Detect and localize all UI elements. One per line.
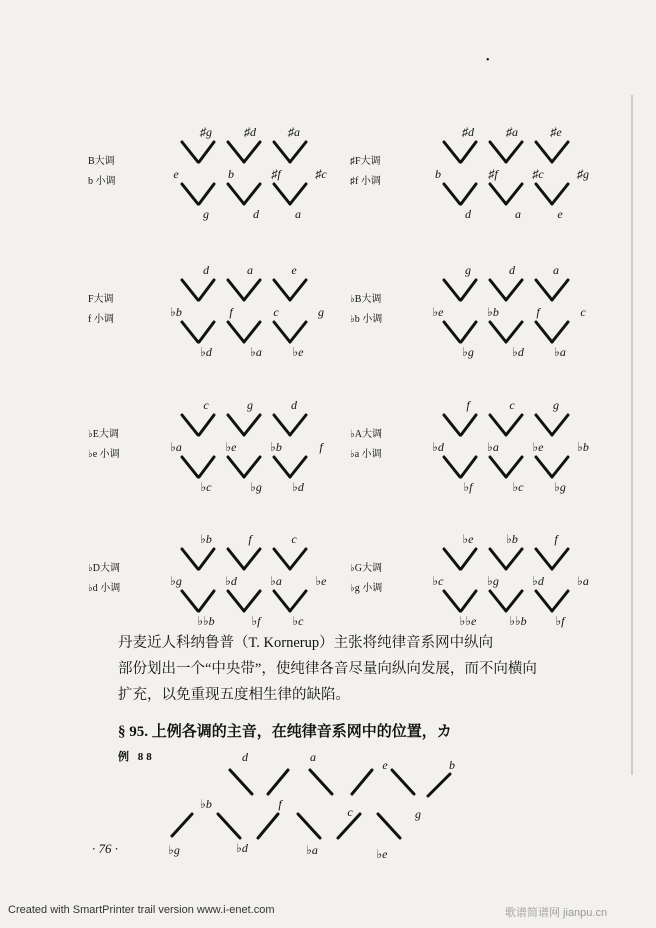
lattice-stroke-4: [536, 415, 552, 435]
lattice-stroke-7: [461, 457, 476, 477]
lattice-stroke-7: [199, 457, 214, 477]
lattice-b: [88, 120, 328, 230]
lattice-stroke-1: [461, 549, 476, 569]
lattice-stroke-2: [490, 549, 506, 569]
key-label-major: B大调: [88, 156, 115, 167]
lattice-stroke-5: [552, 415, 568, 435]
note-top-1: f: [248, 532, 252, 546]
note-top-1: d: [509, 263, 515, 277]
note-mid-2: ♯c: [532, 167, 544, 181]
lattice-stroke-11: [552, 184, 568, 204]
note-bot-0: ♭f: [463, 480, 473, 494]
key-label-minor: ♭g 小调: [350, 583, 383, 594]
lattice-stroke-10: [274, 457, 290, 477]
note-top-2: ♯e: [550, 125, 562, 139]
lattice-stroke-6: [182, 591, 198, 611]
lattice-stroke-1: [461, 142, 476, 162]
lattice-stroke-11: [290, 457, 306, 477]
lattice-stroke-3: [506, 549, 522, 569]
note-top-0: ♯d: [462, 125, 474, 139]
note-mid-3: ♭e: [315, 574, 327, 588]
note-top-0: ♭e: [462, 532, 474, 546]
ex-note-bot-2: ♭a: [306, 843, 318, 857]
ex-note-top-1: a: [310, 750, 316, 764]
lattice-stroke-0: [182, 415, 198, 435]
note-mid-1: b: [228, 167, 234, 181]
lattice-stroke-3: [244, 280, 260, 300]
lattice-stroke-6: [444, 591, 460, 611]
lattice-stroke-8: [228, 457, 244, 477]
lattice-stroke-7: [199, 591, 214, 611]
note-top-2: g: [553, 398, 559, 412]
lattice-f: [88, 258, 328, 368]
lattice-stroke-0: [444, 549, 460, 569]
note-top-0: f: [466, 398, 470, 412]
note-bot-0: ♭♭e: [459, 614, 477, 628]
key-label-major: F大调: [88, 294, 114, 305]
note-mid-2: ♭b: [270, 440, 282, 454]
note-mid-0: ♭b: [170, 305, 182, 319]
note-bot-0: ♭d: [200, 345, 212, 359]
note-mid-1: ♭b: [487, 305, 499, 319]
lattice-stroke-1: [199, 280, 214, 300]
note-bot-0: d: [465, 207, 471, 221]
lattice-stroke-6: [444, 184, 460, 204]
note-top-2: d: [291, 398, 297, 412]
key-label-major: ♯F大调: [350, 156, 381, 167]
note-mid-1: ♭g: [487, 574, 499, 588]
lattice-stroke-9: [506, 322, 522, 342]
lattice-stroke-2: [228, 415, 244, 435]
lattice-stroke-4: [536, 142, 552, 162]
note-top-0: ♯g: [200, 125, 212, 139]
note-mid-3: ♯g: [577, 167, 589, 181]
lattice-stroke-8: [228, 591, 244, 611]
lattice-stroke-4: [274, 549, 290, 569]
section-heading: § 95. 上例各调的主音，在纯律音系网中的位置，カ: [118, 724, 452, 740]
lattice-stroke-10: [536, 591, 552, 611]
lattice-stroke-1: [461, 415, 476, 435]
scan-edge-line: [631, 95, 633, 775]
ex-note-mid-1: f: [278, 797, 282, 811]
note-mid-3: f: [319, 440, 323, 454]
note-bot-1: ♭a: [250, 345, 262, 359]
lattice-stroke-2: [490, 142, 506, 162]
ex-note-mid-2: c: [347, 805, 353, 819]
ex-note-mid-3: g: [415, 807, 421, 821]
lattice-stroke-3: [506, 142, 522, 162]
lattice-stroke-3: [244, 142, 260, 162]
note-bot-0: ♭c: [200, 480, 212, 494]
note-top-1: g: [247, 398, 253, 412]
note-mid-3: ♭a: [577, 574, 589, 588]
key-label-minor: ♭d 小调: [88, 583, 121, 594]
lattice-stroke-9: [506, 591, 522, 611]
ex-note-bot-1: ♭d: [236, 841, 248, 855]
note-bot-2: ♭g: [554, 480, 566, 494]
note-bot-2: ♭d: [292, 480, 304, 494]
lattice-stroke-11: [552, 322, 568, 342]
note-top-0: d: [203, 263, 209, 277]
note-top-1: ♯d: [244, 125, 256, 139]
lattice-stroke-11: [290, 184, 306, 204]
note-mid-0: e: [173, 167, 179, 181]
lattice-stroke-5: [290, 415, 306, 435]
note-bot-1: ♭f: [251, 614, 261, 628]
key-label-minor: ♭a 小调: [350, 449, 382, 460]
key-label-major: ♭G大调: [350, 563, 382, 574]
note-top-2: c: [291, 532, 297, 546]
key-label-minor: ♯f 小调: [350, 176, 381, 187]
lattice-d-flat: [88, 527, 328, 637]
note-top-2: a: [553, 263, 559, 277]
note-bot-2: ♭e: [292, 345, 304, 359]
lattice-stroke-6: [182, 184, 198, 204]
key-label-major: ♭B大调: [350, 294, 382, 305]
lattice-stroke-2: [490, 280, 506, 300]
lattice-stroke-1: [199, 415, 214, 435]
note-bot-1: d: [253, 207, 259, 221]
example-88-lattice: [160, 752, 480, 864]
note-mid-3: g: [318, 305, 324, 319]
note-bot-0: ♭♭b: [197, 614, 215, 628]
key-label-major: ♭D大调: [88, 563, 120, 574]
lattice-stroke-9: [244, 591, 260, 611]
lattice-stroke-8: [490, 184, 506, 204]
ex-note-top-3: b: [449, 758, 455, 772]
note-bot-0: ♭g: [462, 345, 474, 359]
note-bot-2: ♭f: [555, 614, 565, 628]
footer-watermark: Created with SmartPrinter trail version www.i-enet.com: [8, 904, 275, 916]
note-bot-2: a: [295, 207, 301, 221]
lattice-stroke-5: [290, 142, 306, 162]
lattice-stroke-2: [490, 415, 506, 435]
lattice-stroke-10: [274, 591, 290, 611]
note-mid-1: f: [229, 305, 233, 319]
note-top-0: g: [465, 263, 471, 277]
lattice-stroke-3: [506, 280, 522, 300]
lattice-stroke-11: [552, 591, 568, 611]
lattice-stroke-8: [490, 322, 506, 342]
note-bot-0: g: [203, 207, 209, 221]
lattice-stroke-7: [199, 322, 214, 342]
lattice-stroke-10: [536, 184, 552, 204]
lattice-f-sharp: [350, 120, 590, 230]
lattice-stroke-4: [536, 549, 552, 569]
key-label-minor: b 小调: [88, 176, 116, 187]
note-mid-1: ♭d: [225, 574, 237, 588]
lattice-stroke-2: [228, 549, 244, 569]
note-bot-2: ♭c: [292, 614, 304, 628]
note-mid-0: ♭c: [432, 574, 444, 588]
lattice-stroke-6: [182, 322, 198, 342]
paragraph-line-1: 丹麦近人科纳鲁普（T. Kornerup）主张将纯律音系网中纵向: [118, 635, 494, 651]
lattice-stroke-9: [244, 322, 260, 342]
note-mid-0: b: [435, 167, 441, 181]
lattice-stroke-6: [444, 322, 460, 342]
note-mid-2: ♭d: [532, 574, 544, 588]
footer-site-watermark: 歌谱简谱网 jianpu.cn: [505, 907, 608, 919]
lattice-stroke-6: [182, 457, 198, 477]
lattice-stroke-7: [461, 322, 476, 342]
note-top-0: ♭b: [200, 532, 212, 546]
lattice-stroke-7: [199, 184, 214, 204]
lattice-stroke-0: [182, 549, 198, 569]
lattice-stroke-10: [274, 184, 290, 204]
note-mid-3: c: [580, 305, 586, 319]
note-mid-2: ♯f: [271, 167, 281, 181]
lattice-stroke-0: [182, 142, 198, 162]
note-mid-2: c: [273, 305, 279, 319]
lattice-stroke-3: [244, 415, 260, 435]
lattice-stroke-11: [290, 591, 306, 611]
paragraph-line-3: 扩充，以免重现五度相生律的缺陷。: [118, 687, 350, 703]
note-mid-3: ♭b: [577, 440, 589, 454]
note-mid-1: ♯f: [488, 167, 498, 181]
note-bot-1: ♭g: [250, 480, 262, 494]
note-mid-1: ♭e: [225, 440, 237, 454]
lattice-stroke-1: [199, 549, 214, 569]
lattice-stroke-1: [199, 142, 214, 162]
note-bot-1: ♭d: [512, 345, 524, 359]
lattice-stroke-3: [506, 415, 522, 435]
ink-speck: •: [486, 55, 490, 66]
lattice-stroke-2: [228, 280, 244, 300]
lattice-stroke-4: [536, 280, 552, 300]
note-top-2: ♯a: [288, 125, 300, 139]
note-mid-3: ♯c: [315, 167, 327, 181]
lattice-stroke-5: [290, 280, 306, 300]
note-mid-0: ♭a: [170, 440, 182, 454]
lattice-stroke-4: [274, 280, 290, 300]
note-mid-2: ♭e: [532, 440, 544, 454]
ex-note-bot-0: ♭g: [168, 843, 180, 857]
note-top-1: a: [247, 263, 253, 277]
note-bot-2: e: [557, 207, 563, 221]
ex-note-mid-0: ♭b: [200, 797, 212, 811]
note-mid-2: f: [536, 305, 540, 319]
lattice-stroke-8: [228, 184, 244, 204]
lattice-stroke-11: [552, 457, 568, 477]
lattice-stroke-0: [444, 142, 460, 162]
lattice-stroke-9: [506, 457, 522, 477]
note-top-1: ♭b: [506, 532, 518, 546]
lattice-e-flat: [88, 393, 328, 503]
note-top-1: ♯a: [506, 125, 518, 139]
lattice-stroke-1: [461, 280, 476, 300]
ex-note-top-2: e: [382, 758, 388, 772]
lattice-stroke-2: [228, 142, 244, 162]
lattice-stroke-6: [444, 457, 460, 477]
lattice-stroke-8: [490, 457, 506, 477]
lattice-a-flat: [350, 393, 590, 503]
note-mid-0: ♭d: [432, 440, 444, 454]
lattice-stroke-10: [274, 322, 290, 342]
lattice-stroke-10: [536, 457, 552, 477]
key-label-major: ♭A大调: [350, 429, 382, 440]
lattice-stroke-9: [506, 184, 522, 204]
note-bot-1: a: [515, 207, 521, 221]
lattice-stroke-4: [274, 415, 290, 435]
key-label-major: ♭E大调: [88, 429, 119, 440]
lattice-stroke-7: [461, 184, 476, 204]
ex-note-bot-3: ♭e: [376, 847, 388, 861]
lattice-b-flat: [350, 258, 590, 368]
lattice-g-flat: [350, 527, 590, 637]
lattice-stroke-5: [552, 549, 568, 569]
lattice-stroke-3: [244, 549, 260, 569]
page-number: · 76 ·: [92, 841, 118, 856]
lattice-stroke-9: [244, 184, 260, 204]
lattice-stroke-7: [461, 591, 476, 611]
lattice-stroke-9: [244, 457, 260, 477]
note-top-0: c: [203, 398, 209, 412]
note-bot-1: ♭♭b: [509, 614, 527, 628]
lattice-stroke-5: [290, 549, 306, 569]
example-label: 例 88: [118, 751, 155, 763]
note-bot-2: ♭a: [554, 345, 566, 359]
lattice-stroke-5: [552, 280, 568, 300]
note-mid-0: ♭e: [432, 305, 444, 319]
lattice-stroke-0: [444, 415, 460, 435]
lattice-stroke-4: [274, 142, 290, 162]
note-top-2: f: [554, 532, 558, 546]
note-bot-1: ♭c: [512, 480, 524, 494]
lattice-stroke-5: [552, 142, 568, 162]
key-label-minor: ♭b 小调: [350, 314, 383, 325]
lattice-stroke-10: [536, 322, 552, 342]
note-top-1: c: [509, 398, 515, 412]
note-mid-0: ♭g: [170, 574, 182, 588]
lattice-stroke-11: [290, 322, 306, 342]
lattice-stroke-8: [228, 322, 244, 342]
key-label-minor: f 小调: [88, 314, 114, 325]
note-mid-1: ♭a: [487, 440, 499, 454]
paragraph-line-2: 部份划出一个“中央带”，使纯律各音尽量向纵向发展，而不向横向: [118, 661, 537, 677]
note-top-2: e: [291, 263, 297, 277]
lattice-stroke-8: [490, 591, 506, 611]
ex-note-top-0: d: [242, 750, 248, 764]
lattice-stroke-0: [444, 280, 460, 300]
key-label-minor: ♭e 小调: [88, 449, 120, 460]
note-mid-2: ♭a: [270, 574, 282, 588]
lattice-stroke-0: [182, 280, 198, 300]
